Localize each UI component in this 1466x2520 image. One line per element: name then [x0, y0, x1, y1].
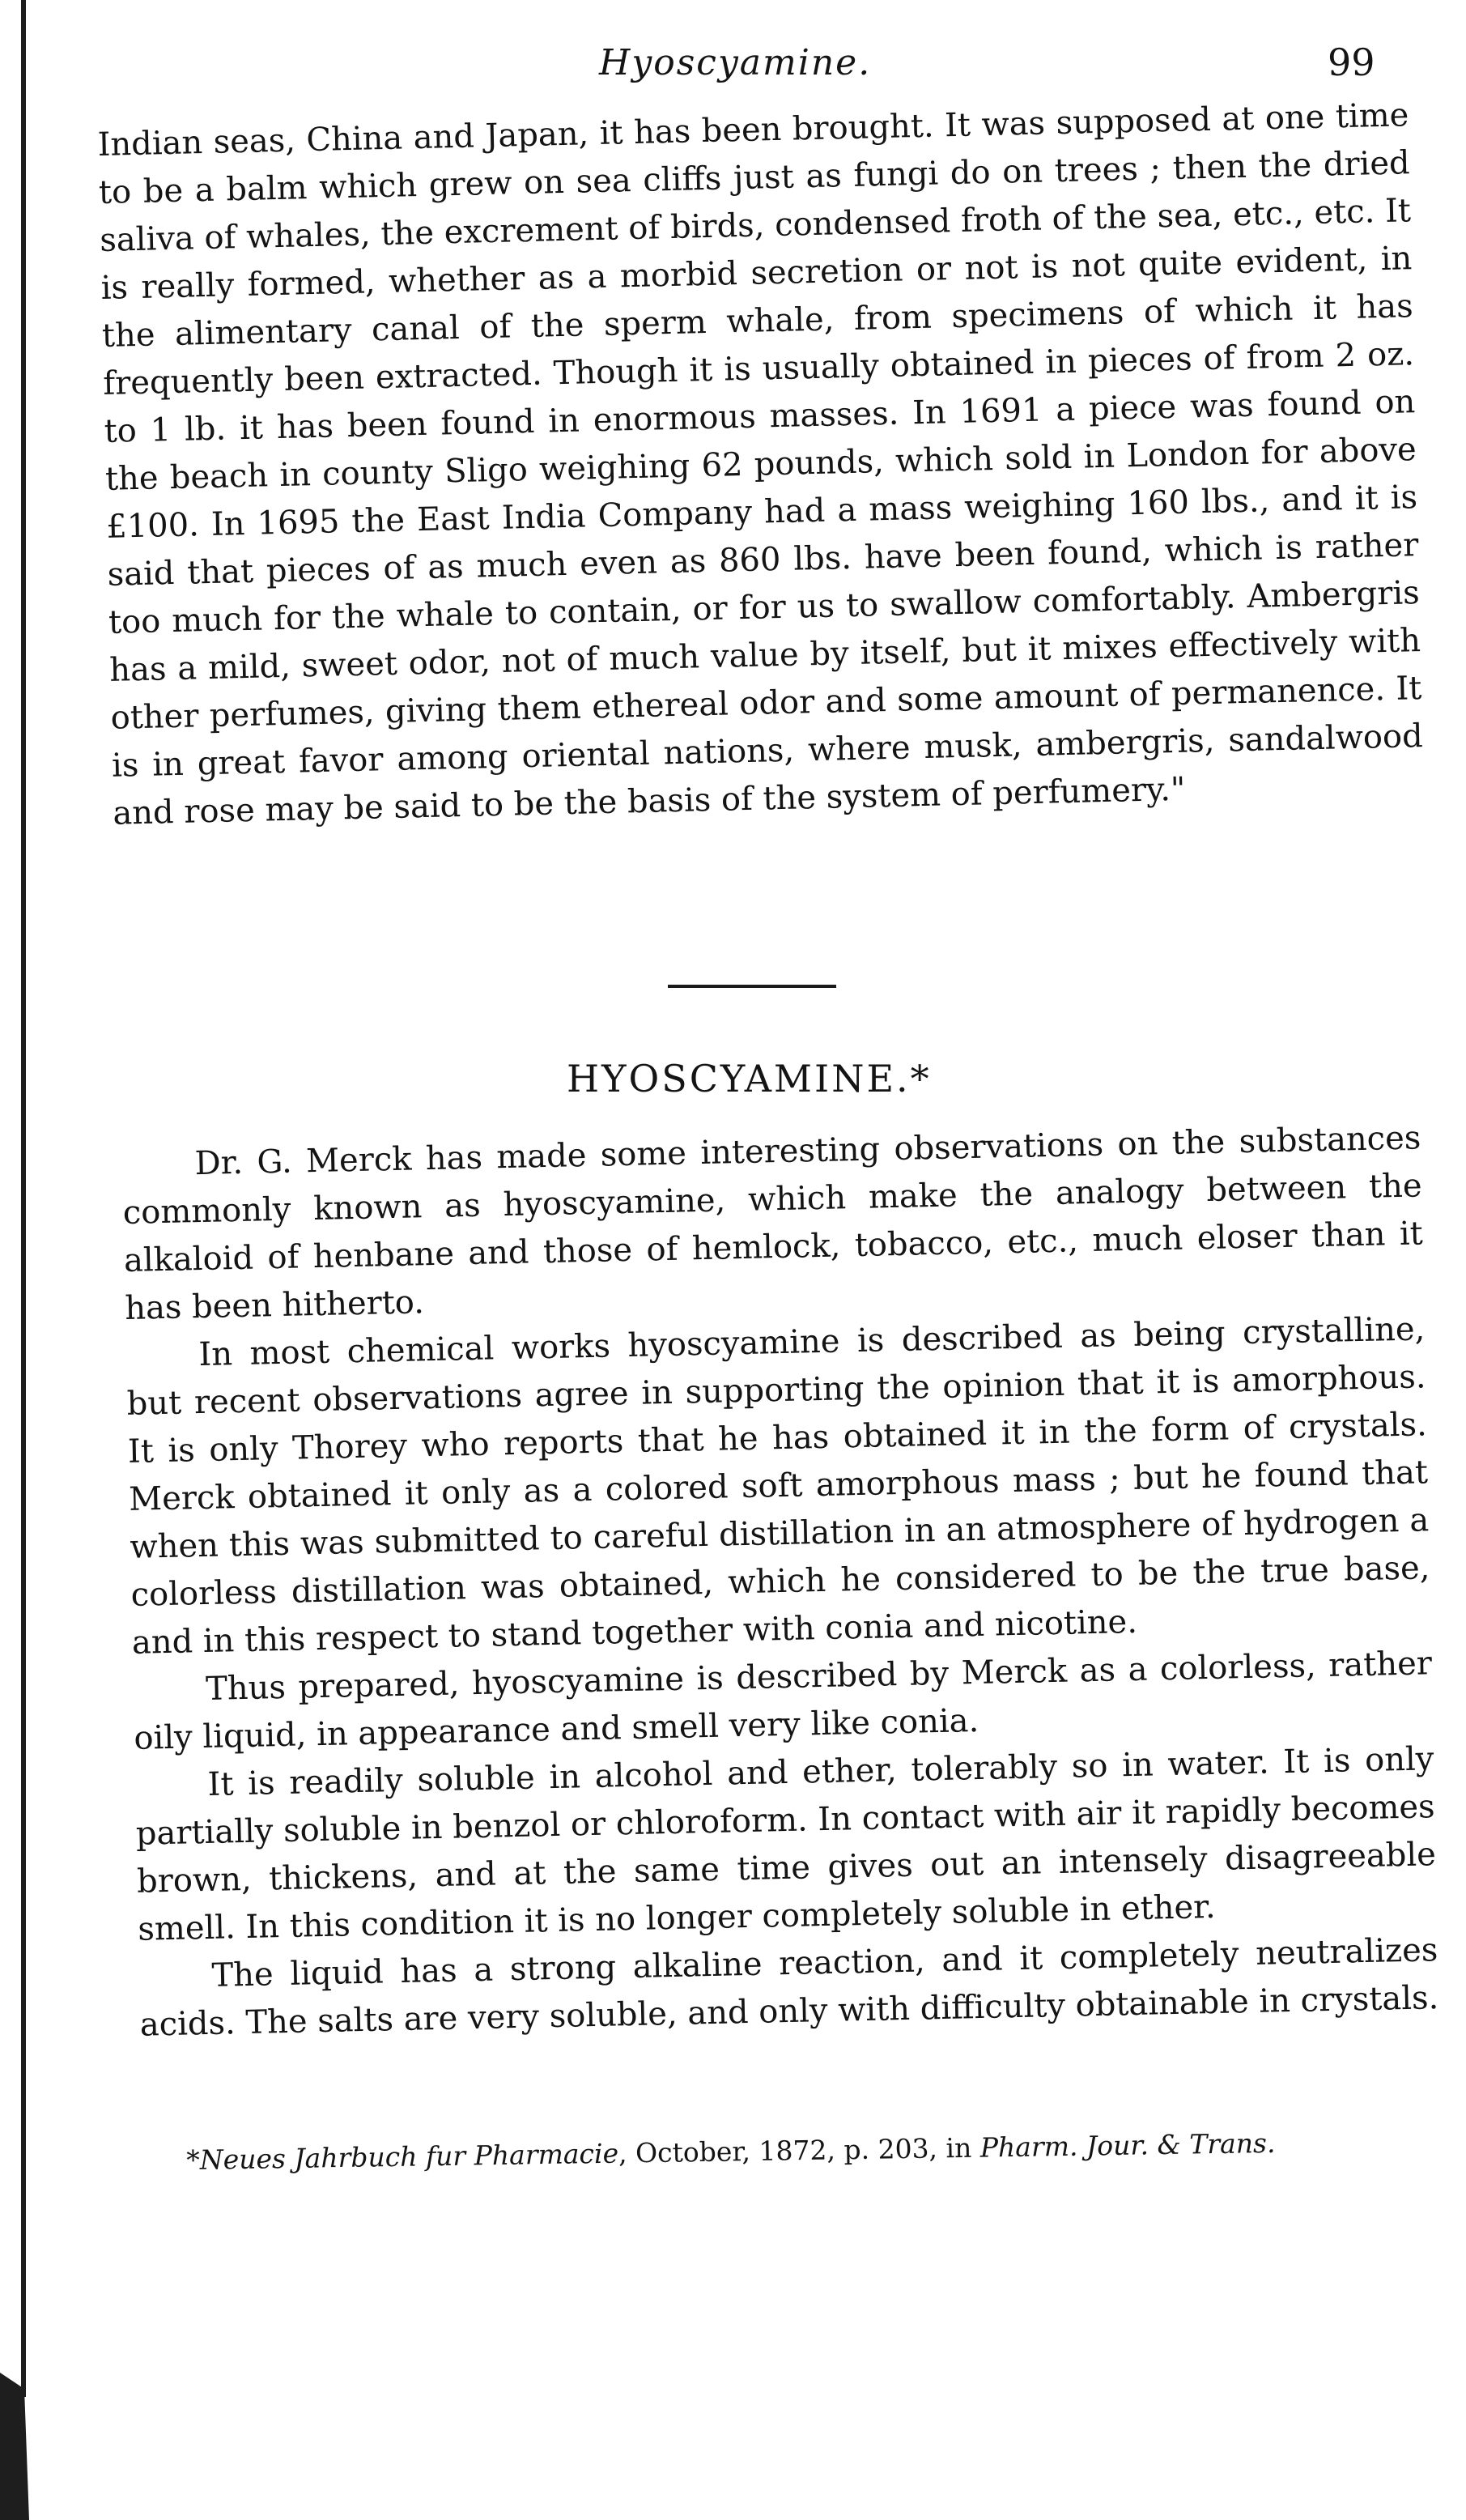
paragraph: It is readily soluble in alcohol and ether, tolerably so in water. It is only partially soluble in benzol or chloroform. In contact with air it rapidly becomes brown, thickens, and at the same time gives out an intensely disagreeable smell. In this condition it is no longer completely soluble in ether.	[135, 1740, 1437, 1948]
binding-shadow	[0, 0, 29, 2520]
running-title: Hyoscyamine.	[599, 42, 872, 83]
section-divider	[668, 985, 836, 988]
paragraph: Dr. G. Merck has made some interesting observations on the substances commonly known as hyoscyamine, which make the analogy between the alkaloid of henbane and those of hemlock, tobacco, etc., much eloser than it has been hitherto.	[122, 1119, 1424, 1327]
ambergris-paragraph: Indian seas, China and Japan, it has been brought. It was supposed at one time to be a balm which grew on sea cliffs just as fungi do on trees ; then the dried saliva of whales, the excrement of birds, condensed froth of the sea, etc., etc. It is really formed, whether as a morbid secretion or not is not quite evident, in the alimentary canal of the sperm whale, from specimens of which it has frequently been extracted. Though it is usually obtained in pieces of from 2 oz. to 1 lb. it has been found in enormous masses. In 1691 a piece was found on the beach in county Sligo weighing 62 pounds, which sold in London for above £100. In 1695 the East India Company had a mass weighing 160 lbs., and it is said that pieces of as much even as 860 lbs. have been found, which is rather too much for the whale to contain, or for us to swallow comfortably. Ambergris has a mild, sweet odor, not of much value by itself, but it mixes effectively with other perfumes, giving them ethereal odor and some amount of permanence. It is in great favor among oriental nations, where musk, ambergris, sandalwood and rose may be said to be the basis of the system of perfumery."	[97, 96, 1424, 832]
footnote-citation: , October, 1872, p. 203, in	[618, 2131, 981, 2169]
page-number: 99	[1328, 40, 1375, 84]
footnote-journal: Pharm. Jour. & Trans.	[979, 2126, 1276, 2164]
section-title: HYOSCYAMINE.*	[567, 1057, 932, 1100]
paragraph: Thus prepared, hyoscyamine is described by Merck as a colorless, rather oily liquid, in appearance and smell very like conia.	[133, 1645, 1433, 1757]
hyoscyamine-article	[121, 1114, 1439, 2049]
paragraph: The liquid has a strong alkaline reaction, and it completely neutralizes acids. The salts are very soluble, and only with difficulty obtainable in crystals.	[139, 1931, 1439, 2044]
footnote	[186, 2125, 1433, 2177]
footnote-marker: *	[186, 2143, 201, 2176]
footnote-source-title: Neues Jahrbuch fur Pharmacie	[199, 2137, 619, 2176]
paragraph: In most chemical works hyoscyamine is described as being crystalline, but recent observations agree in supporting the opinion that it is amorphous. It is only Thorey who reports that he has obtained it in the form of crystals. Merck obtained it only as a colored soft amorphous mass ; but he found that when this was submitted to careful distillation in an atmosphere of hydrogen a colorless distillation was obtained, which he considered to be the true base, and in this respect to stand together with conia and nicotine.	[126, 1310, 1430, 1662]
